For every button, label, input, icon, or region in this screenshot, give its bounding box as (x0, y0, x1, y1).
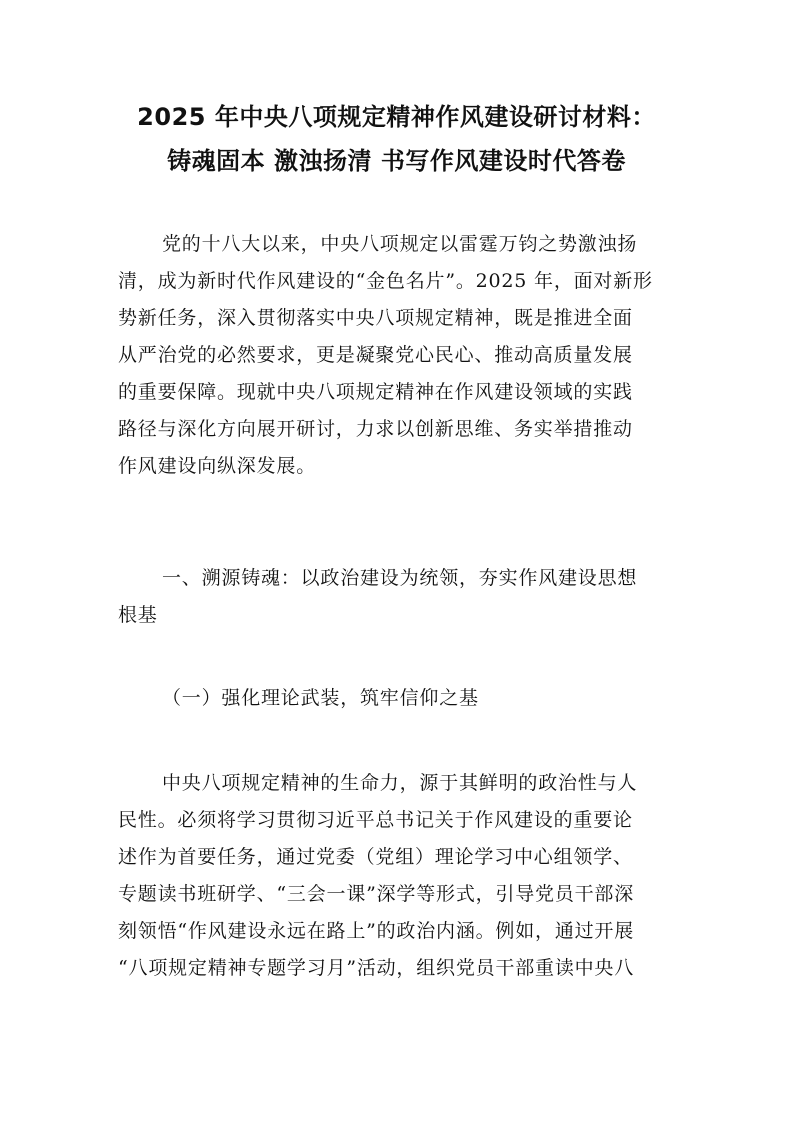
paragraph-line: 专题读书班研学、“三会一课”深学等形式，引导党员干部深 (118, 883, 635, 905)
paragraph-line: 述作为首要任务，通过党委（党组）理论学习中心组领学、 (118, 846, 633, 868)
paragraph-line: 路径与深化方向展开研讨，力求以创新思维、务实举措推动 (118, 418, 633, 440)
paragraph-line: 刻领悟“作风建设永远在路上”的政治内涵。例如，通过开展 (118, 920, 635, 942)
section-1-heading (118, 560, 678, 634)
paragraph-line: 党的十八大以来，中央八项规定以雷霆万钧之势激浊扬 (162, 233, 638, 255)
intro-paragraph (118, 226, 678, 485)
paragraph-line: 中央八项规定精神的生命力，源于其鲜明的政治性与人 (162, 772, 638, 794)
paragraph-line: 清，成为新时代作风建设的“金色名片”。2025 年，面对新形 (118, 270, 653, 292)
paragraph-line: 作风建设向纵深发展。 (118, 455, 317, 477)
heading-line: 一、溯源铸魂：以政治建设为统领，夯实作风建设思想 (162, 567, 638, 589)
paragraph-line: “八项规定精神专题学习月”活动，组织党员干部重读中央八 (118, 957, 635, 979)
document-title-line-1: 2025 年中央八项规定精神作风建设研讨材料： (137, 103, 656, 131)
paragraph-line: 势新任务，深入贯彻落实中央八项规定精神，既是推进全面 (118, 307, 633, 329)
subsection-1-heading (118, 680, 678, 717)
paragraph-line: 从严治党的必然要求，更是凝聚党心民心、推动高质量发展 (118, 344, 633, 366)
paragraph-line: 的重要保障。现就中央八项规定精神在作风建设领域的实践 (118, 381, 633, 403)
paragraph-line: 民性。必须将学习贯彻习近平总书记关于作风建设的重要论 (118, 809, 633, 831)
subsection-1-paragraph (118, 765, 678, 987)
heading-line: 根基 (118, 604, 158, 626)
document-title-line-2: 铸魂固本 激浊扬清 书写作风建设时代答卷 (167, 147, 626, 175)
heading-line: （一）强化理论武装，筑牢信仰之基 (162, 687, 479, 709)
